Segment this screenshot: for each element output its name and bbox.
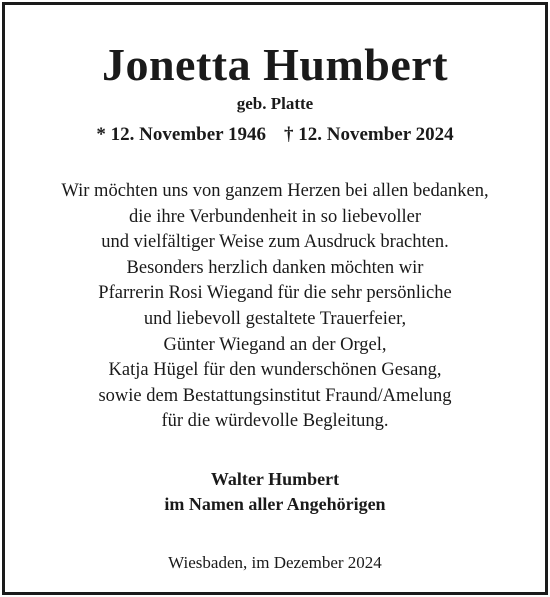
signature-note: im Namen aller Angehörigen: [164, 494, 386, 514]
notice-content: [5, 5, 545, 592]
message-line: Wir möchten uns von ganzem Herzen bei allen bedanken,: [61, 181, 489, 201]
birth-date: * 12. November 1946: [96, 124, 266, 145]
place-and-date: Wiesbaden, im Dezember 2024: [168, 553, 382, 572]
message-line: Katja Hügel für den wunderschönen Gesang,: [108, 360, 442, 381]
message-line: für die würdevolle Begleitung.: [161, 411, 389, 432]
message-line: Günter Wiegand an der Orgel,: [163, 334, 387, 355]
message-line: Pfarrerin Rosi Wiegand für die sehr persönliche: [98, 283, 452, 304]
message-line: und liebevoll gestaltete Trauerfeier,: [143, 308, 407, 329]
deceased-name: Jonetta Humbert: [101, 39, 449, 90]
message-line: Besonders herzlich danken möchten wir: [126, 257, 424, 278]
notice-frame: [2, 2, 548, 595]
signature-name: Walter Humbert: [210, 469, 340, 489]
thank-you-message: [5, 179, 545, 435]
message-line: die ihre Verbundenheit in so liebevoller: [129, 206, 421, 227]
signature: [5, 467, 545, 517]
birth-name: geb. Platte: [236, 94, 314, 113]
death-date: † 12. November 2024: [284, 124, 454, 145]
life-dates: [5, 123, 545, 147]
message-line: und vielfältiger Weise zum Ausdruck brachten.: [101, 232, 449, 253]
message-line: sowie dem Bestattungsinstitut Fraund/Amelung: [98, 385, 452, 406]
